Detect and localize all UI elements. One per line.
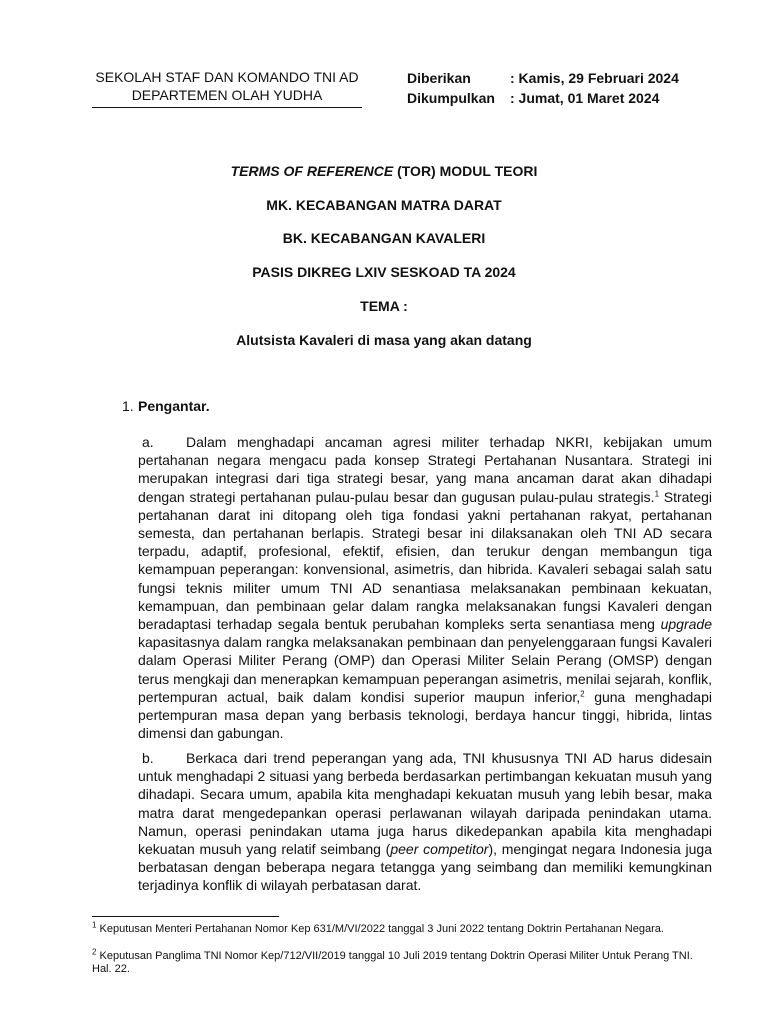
- paragraph-a-label: a.: [142, 434, 154, 450]
- tor-title-italic: TERMS OF REFERENCE: [230, 163, 394, 179]
- given-date-row: [407, 68, 679, 88]
- footnote-2-text: Keputusan Panglima TNI Nomor Kep/712/VII/2019 tanggal 10 Juli 2019 tentang Doktrin Operasi Militer Untuk Perang TNI. Hal. 22.: [92, 950, 693, 975]
- tor-title-rest: (TOR) MODUL TEORI: [393, 163, 538, 179]
- footnote-1: [92, 920, 712, 936]
- footnote-ref-2: 2: [580, 689, 585, 699]
- institution-underline: [92, 107, 362, 108]
- footnote-1-text: Keputusan Menteri Pertahanan Nomor Kep 631/M/VI/2022 tanggal 3 Juni 2022 tentang Doktrin Pertahanan Negara.: [96, 923, 664, 935]
- due-label: Dikumpulkan: [407, 90, 495, 106]
- paragraph-b-text-2: ), mengingat negara Indonesia juga berbatasan dengan beberapa negara tetangga yang seimbang dan memiliki kemungkinan terjadinya konflik di wilayah perbatasan darat.: [138, 841, 712, 894]
- paragraph-a-text-4: guna menghadapi pertempuran masa depan yang berbasis teknologi, berdaya hancur tinggi, hibrida, lintas dimensi dan gabungan.: [138, 688, 712, 742]
- institution-block: [92, 68, 362, 104]
- due-date-row: [407, 88, 679, 108]
- department-name: DEPARTEMEN OLAH YUDHA: [131, 87, 323, 103]
- theme-text: Alutsista Kavaleri di masa yang akan datang: [236, 332, 532, 348]
- footnote-2-number: 2: [92, 947, 97, 957]
- paragraph-a-italic: upgrade: [660, 616, 712, 633]
- paragraph-b-italic: peer competitor: [390, 841, 489, 858]
- due-value: : Jumat, 01 Maret 2024: [510, 90, 660, 106]
- footnote-ref-1: 1: [654, 488, 660, 498]
- given-label: Diberikan: [407, 70, 471, 86]
- footnote-separator: [92, 916, 279, 917]
- theme-label: TEMA :: [360, 298, 408, 314]
- paragraph-a-text-3: kapasitasnya dalam rangka melaksanakan pembinaan dan penyelenggaraan fungsi Kavaleri dalam Operasi Militer Perang (OMP) dan Operasi Militer Selain Perang (OMSP) dengan terus mengkaji dan menerapkan kemampuan peperangan asimetris, menilai sejarah, konflik, pertempuran actual, baik dalam kondisi superior maupun inferior,: [138, 634, 712, 705]
- program-title: PASIS DIKREG LXIV SESKOAD TA 2024: [252, 264, 516, 280]
- paragraph-a: [138, 433, 712, 742]
- footnote-1-number: 1: [92, 920, 97, 930]
- tor-title: [92, 162, 676, 180]
- institution-name: SEKOLAH STAF DAN KOMANDO TNI AD: [95, 69, 359, 85]
- footnote-2: [92, 947, 712, 976]
- paragraph-b-label: b.: [142, 750, 154, 766]
- date-block: [407, 68, 679, 108]
- subject-title: BK. KECABANGAN KAVALERI: [282, 230, 486, 246]
- course-title: MK. KECABANGAN MATRA DARAT: [266, 197, 502, 213]
- paragraph-b-text-1: Berkaca dari trend peperangan yang ada, TNI khususnya TNI AD harus didesain untuk menghadapi 2 situasi yang berbeda berdasarkan pertimbangan kekuatan musuh yang dihadapi. Secara umum, apabila kita menghadapi kekuatan musuh yang lebih besar, maka matra darat mengedepankan operasi perlawanan wilayah daripada penindakan utama. Namun, operasi penindakan utama juga harus dikedepankan apabila kita menghadapi kekuatan musuh yang relatif seimbang (: [138, 750, 712, 858]
- section-number: 1.: [122, 398, 134, 414]
- paragraph-b: [138, 749, 712, 895]
- given-value: : Kamis, 29 Februari 2024: [510, 70, 679, 86]
- paragraph-a-text-2: Strategi pertahanan darat ini ditopang oleh tiga fondasi yakni pertahanan rakyat, pertahanan semesta, dan pertahanan berlapis. Strategi besar ini dilaksanakan oleh TNI AD secara terpadu, adaptif, profesional, efektif, efisien, dan terukur dengan membangun tiga kemampuan peperangan: konvensional, asimetris, dan hibrida. Kavaleri sebagai salah satu fungsi teknis militer umum TNI AD senantiasa melaksanakan pembinaan kekuatan, kemampuan, dan pembinaan gelar dalam rangka melaksanakan fungsi Kavaleri dengan beradaptasi terhadap segala bentuk perubahan kompleks serta senantiasa meng: [138, 488, 712, 633]
- section-title: Pengantar.: [138, 398, 210, 414]
- paragraph-a-text-1: Dalam menghadapi ancaman agresi militer terhadap NKRI, kebijakan umum pertahanan negara mengacu pada konsep Strategi Pertahanan Nusantara. Strategi ini merupakan integrasi dari tiga strategi besar, yang mana ancaman darat akan dihadapi dengan strategi pertahanan pulau-pulau besar dan gugusan pulau-pulau strategis.: [138, 434, 712, 505]
